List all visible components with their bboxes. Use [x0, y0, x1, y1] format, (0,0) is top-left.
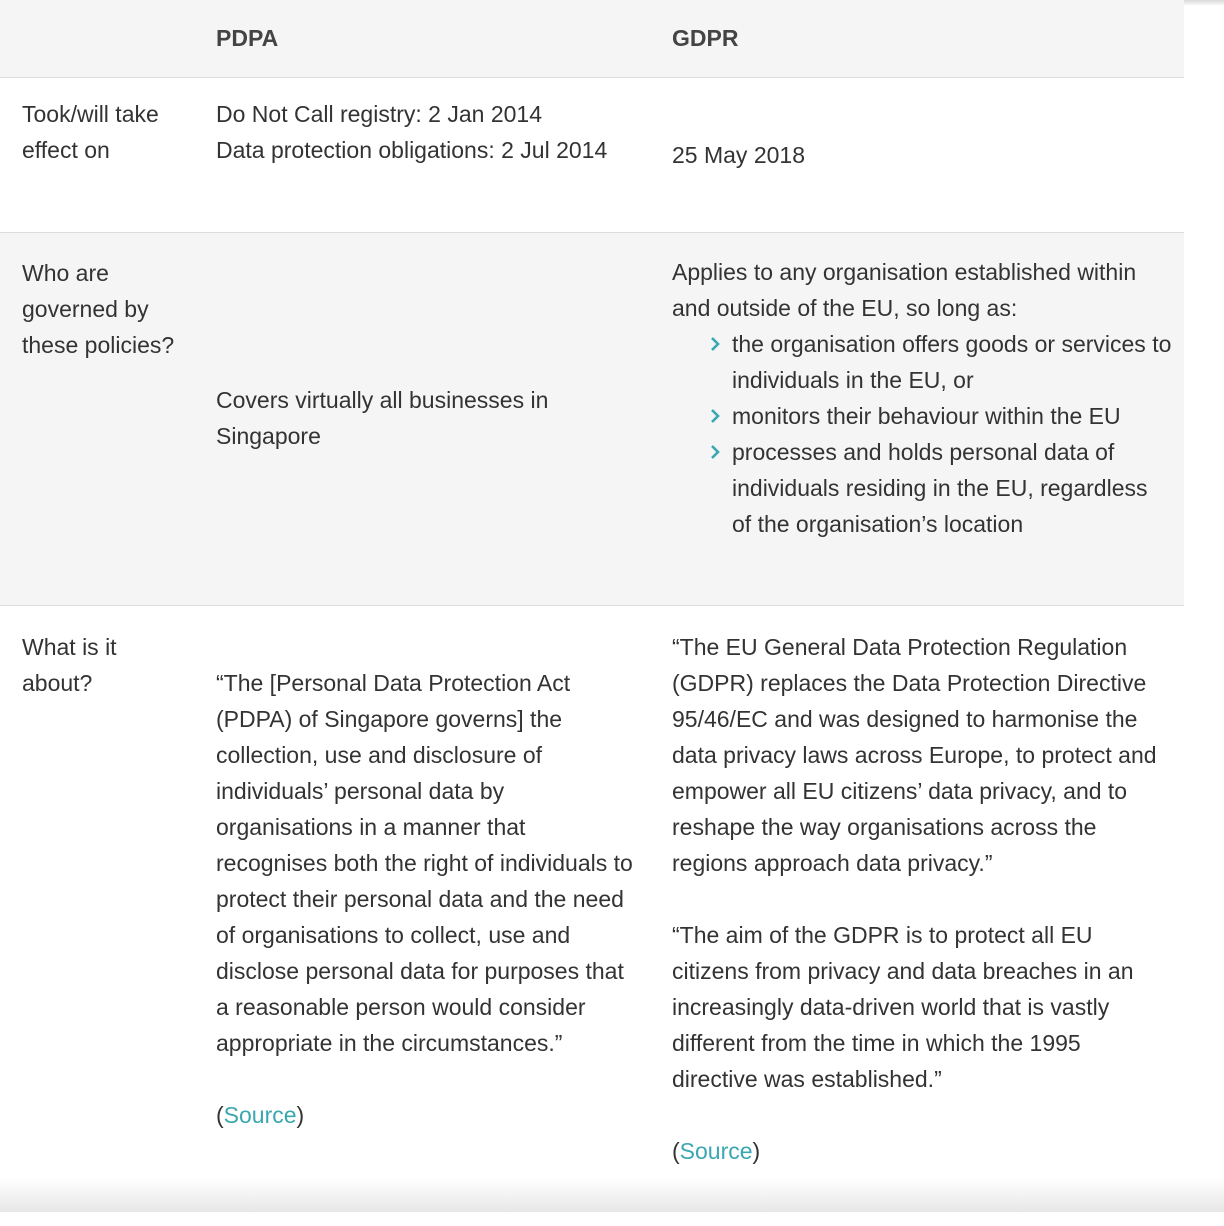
header-pdpa: PDPA — [216, 25, 279, 51]
source-open-paren: ( — [216, 1102, 224, 1128]
pdpa-quote: “The [Personal Data Protection Act (PDPA) of Singapore governs] the collection, use and disclosure of individuals’ personal data by organisations in a manner that recognises both the right of individuals to protect their personal data and the need of organisations to collect, use and disclose personal data for purposes that a reasonable person would consider appropriate in the circumstances.” — [216, 670, 633, 1056]
pdpa-effective-date — [216, 96, 636, 168]
gdpr-governed-list — [672, 326, 1172, 542]
gdpr-source-link[interactable]: Source — [679, 1138, 753, 1164]
row-label-about: What is it about? — [22, 634, 117, 696]
gdpr-quote-2: “The aim of the GDPR is to protect all EU citizens from privacy and data breaches in an increasingly data-driven world that is vastly different from the time in which the 1995 directive was established.” — [672, 922, 1134, 1092]
list-item — [732, 398, 1172, 434]
list-item — [732, 326, 1172, 398]
table-row-effective-date — [0, 78, 1184, 233]
row-label-governed: Who are governed by these policies? — [22, 260, 175, 358]
row-label-effective-date: Took/will take effect on — [22, 101, 159, 163]
source-open-paren: ( — [672, 1138, 680, 1164]
pdpa-governed: Covers virtually all businesses in Singapore — [216, 387, 549, 449]
list-item-text: the organisation offers goods or services to individuals in the EU, or — [732, 331, 1172, 393]
gdpr-about — [672, 629, 1172, 1169]
list-item-text: processes and holds personal data of individuals residing in the EU, regardless of the organisation’s location — [732, 439, 1148, 537]
pdpa-source — [216, 1097, 636, 1133]
chevron-right-icon — [708, 441, 722, 463]
list-item-text: monitors their behaviour within the EU — [732, 403, 1121, 429]
chevron-right-icon — [708, 333, 722, 355]
pdpa-dp-date: Data protection obligations: 2 Jul 2014 — [216, 137, 608, 163]
list-item — [732, 434, 1172, 542]
gdpr-governed-intro: Applies to any organisation established within and outside of the EU, so long as: — [672, 259, 1137, 321]
pdpa-dnc-date: Do Not Call registry: 2 Jan 2014 — [216, 101, 542, 127]
chevron-right-icon — [708, 405, 722, 427]
table-row-governed — [0, 233, 1184, 606]
gdpr-effective-date: 25 May 2018 — [672, 142, 805, 168]
source-close-paren: ) — [296, 1102, 305, 1128]
table-header-row — [0, 0, 1184, 78]
gdpr-governed — [672, 254, 1172, 542]
pdpa-about — [216, 665, 636, 1133]
gdpr-quote-1: “The EU General Data Protection Regulation (GDPR) replaces the Data Protection Directive 95/46/EC and was designed to harmonise the data privacy laws across Europe, to protect and empower all EU citizens’ data privacy, and to reshape the way organisations across the regions approach data privacy.” — [672, 634, 1157, 876]
pdpa-source-link[interactable]: Source — [223, 1102, 297, 1128]
gdpr-source — [672, 1133, 1172, 1169]
table-row-about — [0, 606, 1184, 1226]
header-gdpr: GDPR — [672, 25, 739, 51]
source-close-paren: ) — [752, 1138, 761, 1164]
